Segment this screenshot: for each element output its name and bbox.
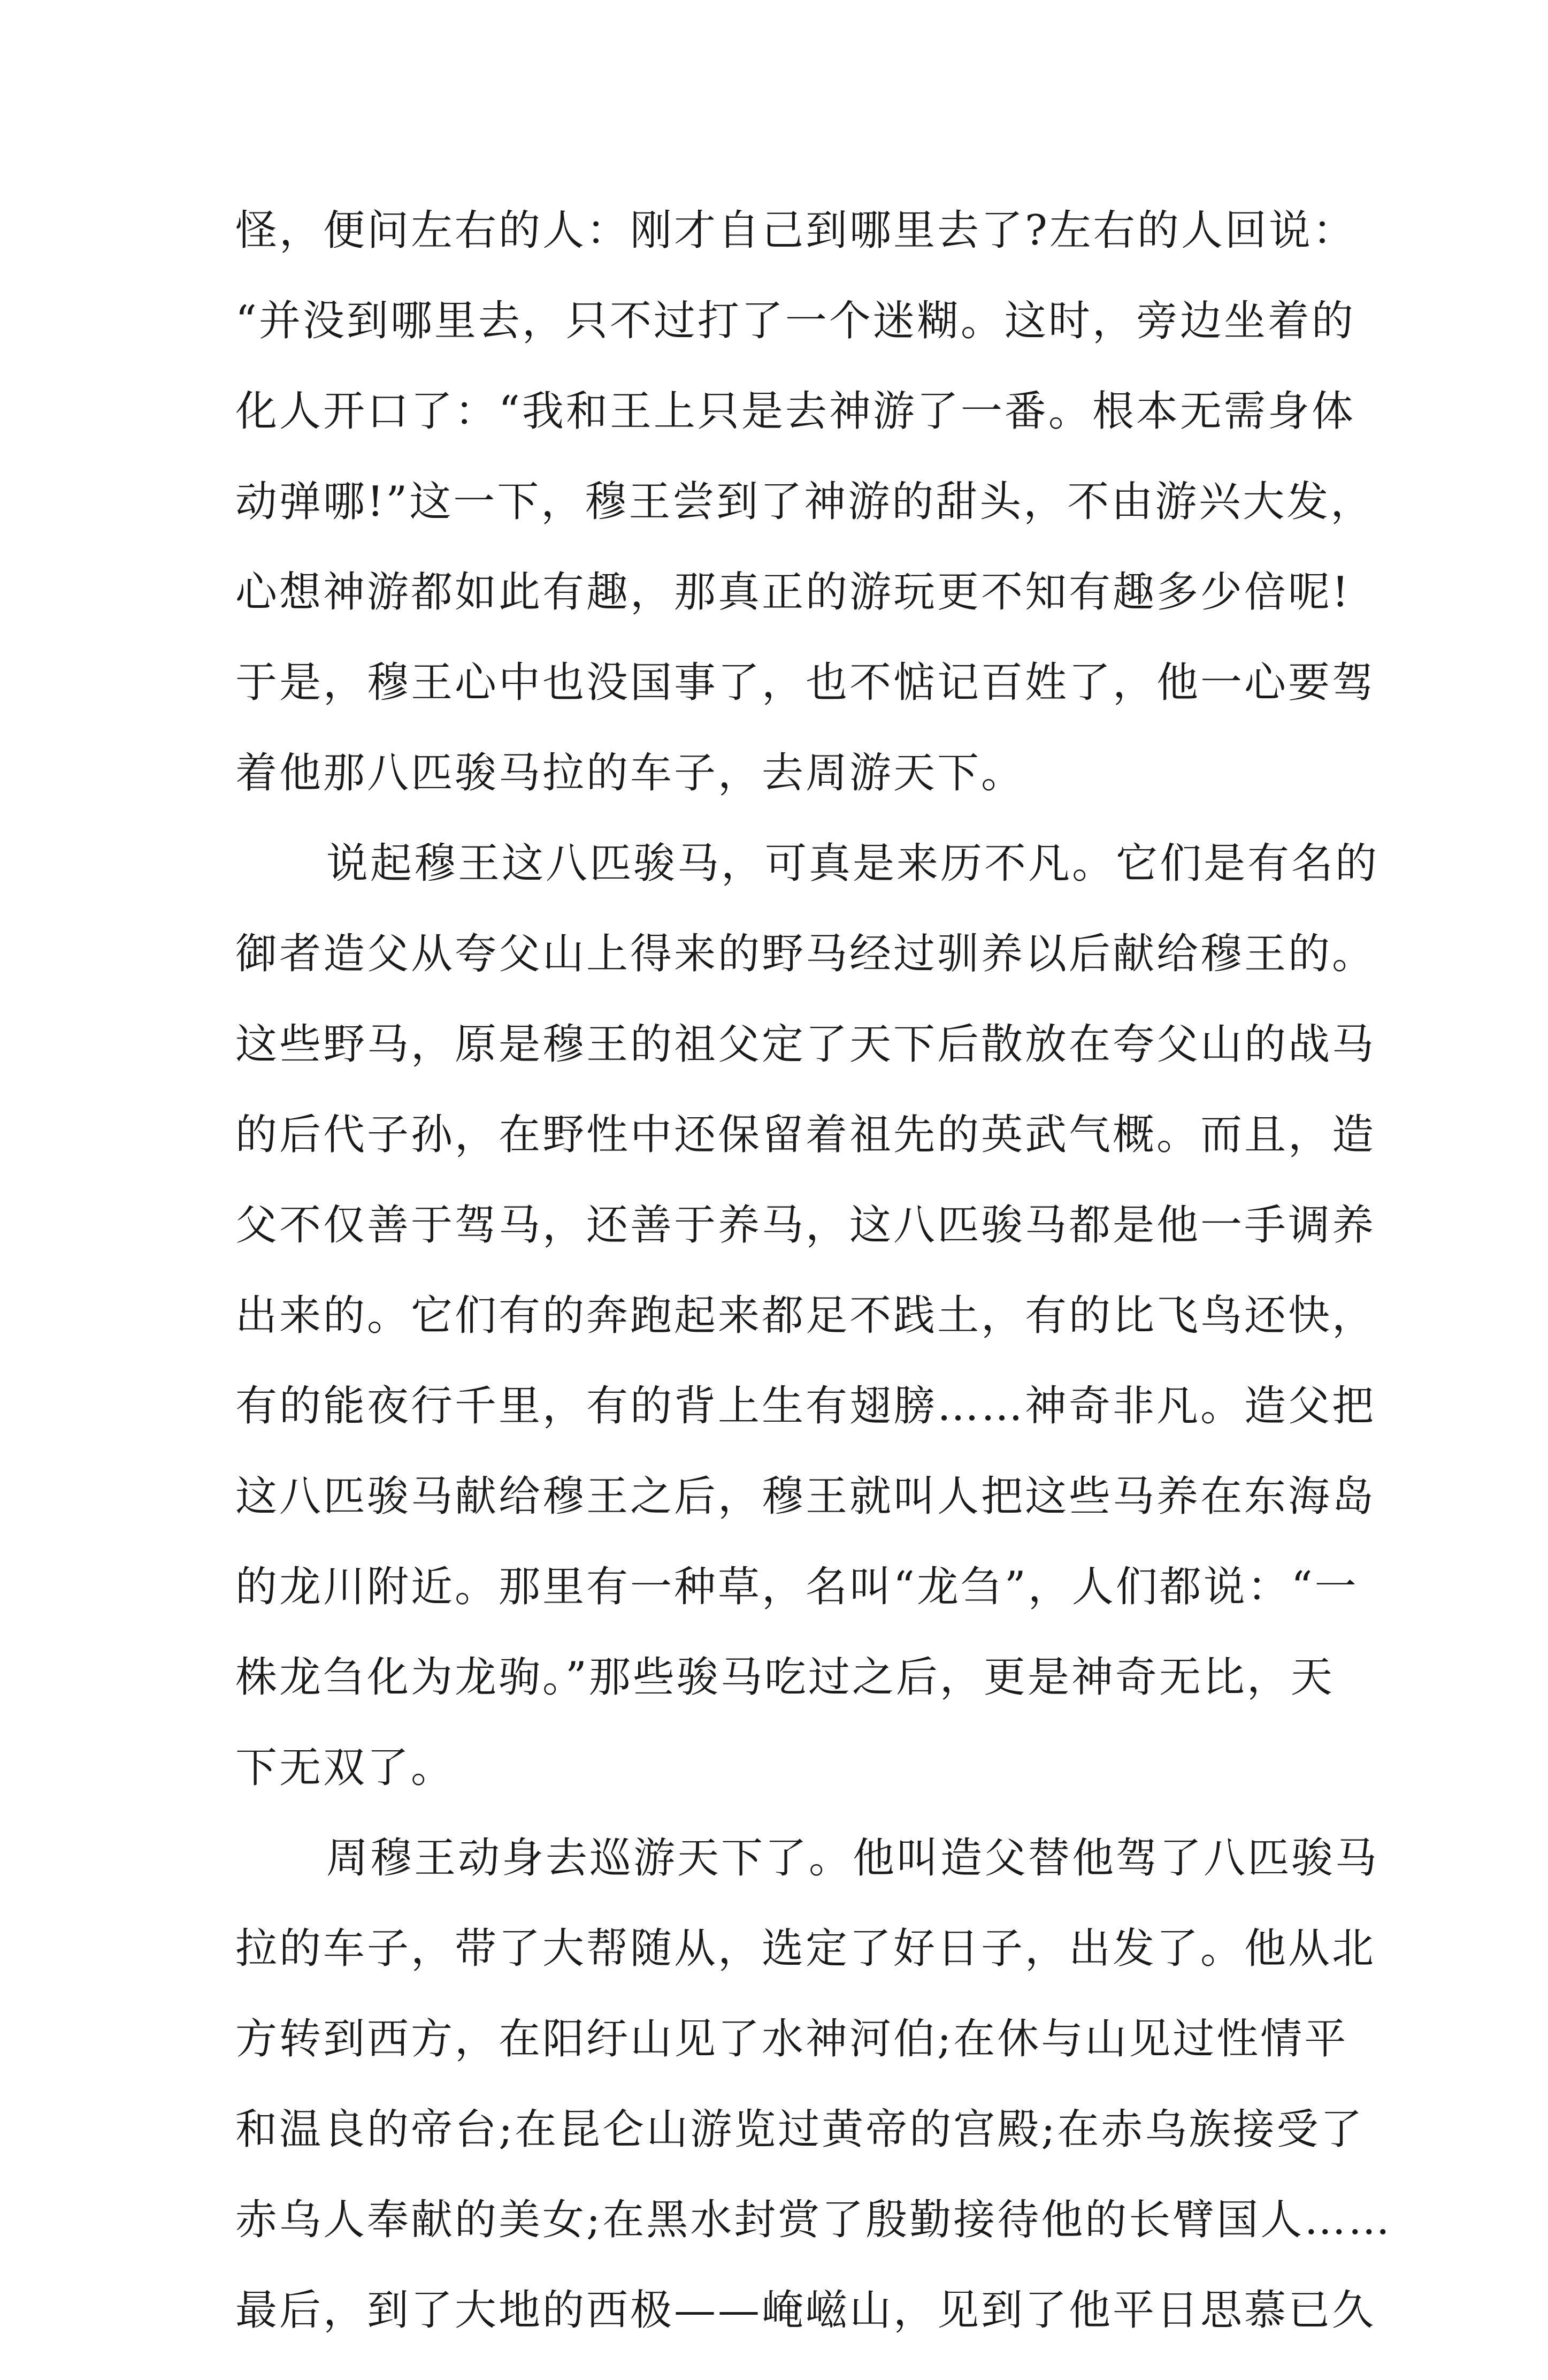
text-line: 有的能夜行千里，有的背上生有翅膀……神奇非凡。造父把 xyxy=(235,1382,1376,1430)
text-line: 和温良的帝台;在昆仑山游览过黄帝的宫殿;在赤乌族接受了 xyxy=(235,2106,1365,2154)
text-line: 赤乌人奉献的美女;在黑水封赏了殷勤接待他的长臂国人…… xyxy=(235,2196,1392,2244)
text-line: 心想神游都如此有趣，那真正的游玩更不知有趣多少倍呢! xyxy=(235,568,1351,616)
text-line: “并没到哪里去，只不过打了一个迷糊。这时，旁边坐着的 xyxy=(235,297,1355,345)
body-text xyxy=(235,207,1392,2380)
paragraph-first-line: 说起穆王这八匹骏马，可真是来历不凡。它们是有名的 xyxy=(326,840,1380,888)
text-line: 最后，到了大地的西极——崦嵫山，见到了他平日思慕已久 xyxy=(235,2286,1376,2335)
text-line: 出来的。它们有的奔跑起来都足不践土，有的比飞鸟还快， xyxy=(235,1292,1376,1340)
text-line: 这八匹骏马献给穆王之后，穆王就叫人把这些马养在东海岛 xyxy=(235,1473,1376,1521)
text-line: 动弹哪!”这一下，穆王尝到了神游的甜头，不由游兴大发， xyxy=(235,478,1375,526)
text-line: 御者造父从夸父山上得来的野马经过驯养以后献给穆王的。 xyxy=(235,930,1376,978)
text-line: 的后代子孙，在野性中还保留着祖先的英武气概。而且，造 xyxy=(235,1111,1376,1159)
text-line: 株龙刍化为龙驹。”那些骏马吃过之后，更是神奇无比，天 xyxy=(235,1653,1335,1702)
text-line: 拉的车子，带了大帮随从，选定了好日子，出发了。他从北 xyxy=(235,1925,1376,1973)
text-line: 化人开口了：“我和王上只是去神游了一番。根本无需身体 xyxy=(235,387,1355,436)
text-line: 方转到西方，在阳纡山见了水神河伯;在休与山见过性情平 xyxy=(235,2015,1348,2063)
text-line: 于是，穆王心中也没国事了，也不惦记百姓了，他一心要驾 xyxy=(235,659,1376,707)
text-line: 这些野马，原是穆王的祖父定了天下后散放在夸父山的战马 xyxy=(235,1020,1376,1069)
text-line: 父不仅善于驾马，还善于养马，这八匹骏马都是他一手调养 xyxy=(235,1201,1376,1249)
text-line: 下无双了。 xyxy=(235,1744,455,1792)
text-line: 怪，便问左右的人：刚才自己到哪里去了?左右的人回说： xyxy=(235,207,1357,255)
text-line: 的龙川附近。那里有一种草，名叫“龙刍”，人们都说：“一 xyxy=(235,1563,1359,1611)
text-line: 着他那八匹骏马拉的车子，去周游天下。 xyxy=(235,749,1025,797)
paragraph-first-line: 周穆王动身去巡游天下了。他叫造父替他驾了八匹骏马 xyxy=(326,1834,1380,1882)
